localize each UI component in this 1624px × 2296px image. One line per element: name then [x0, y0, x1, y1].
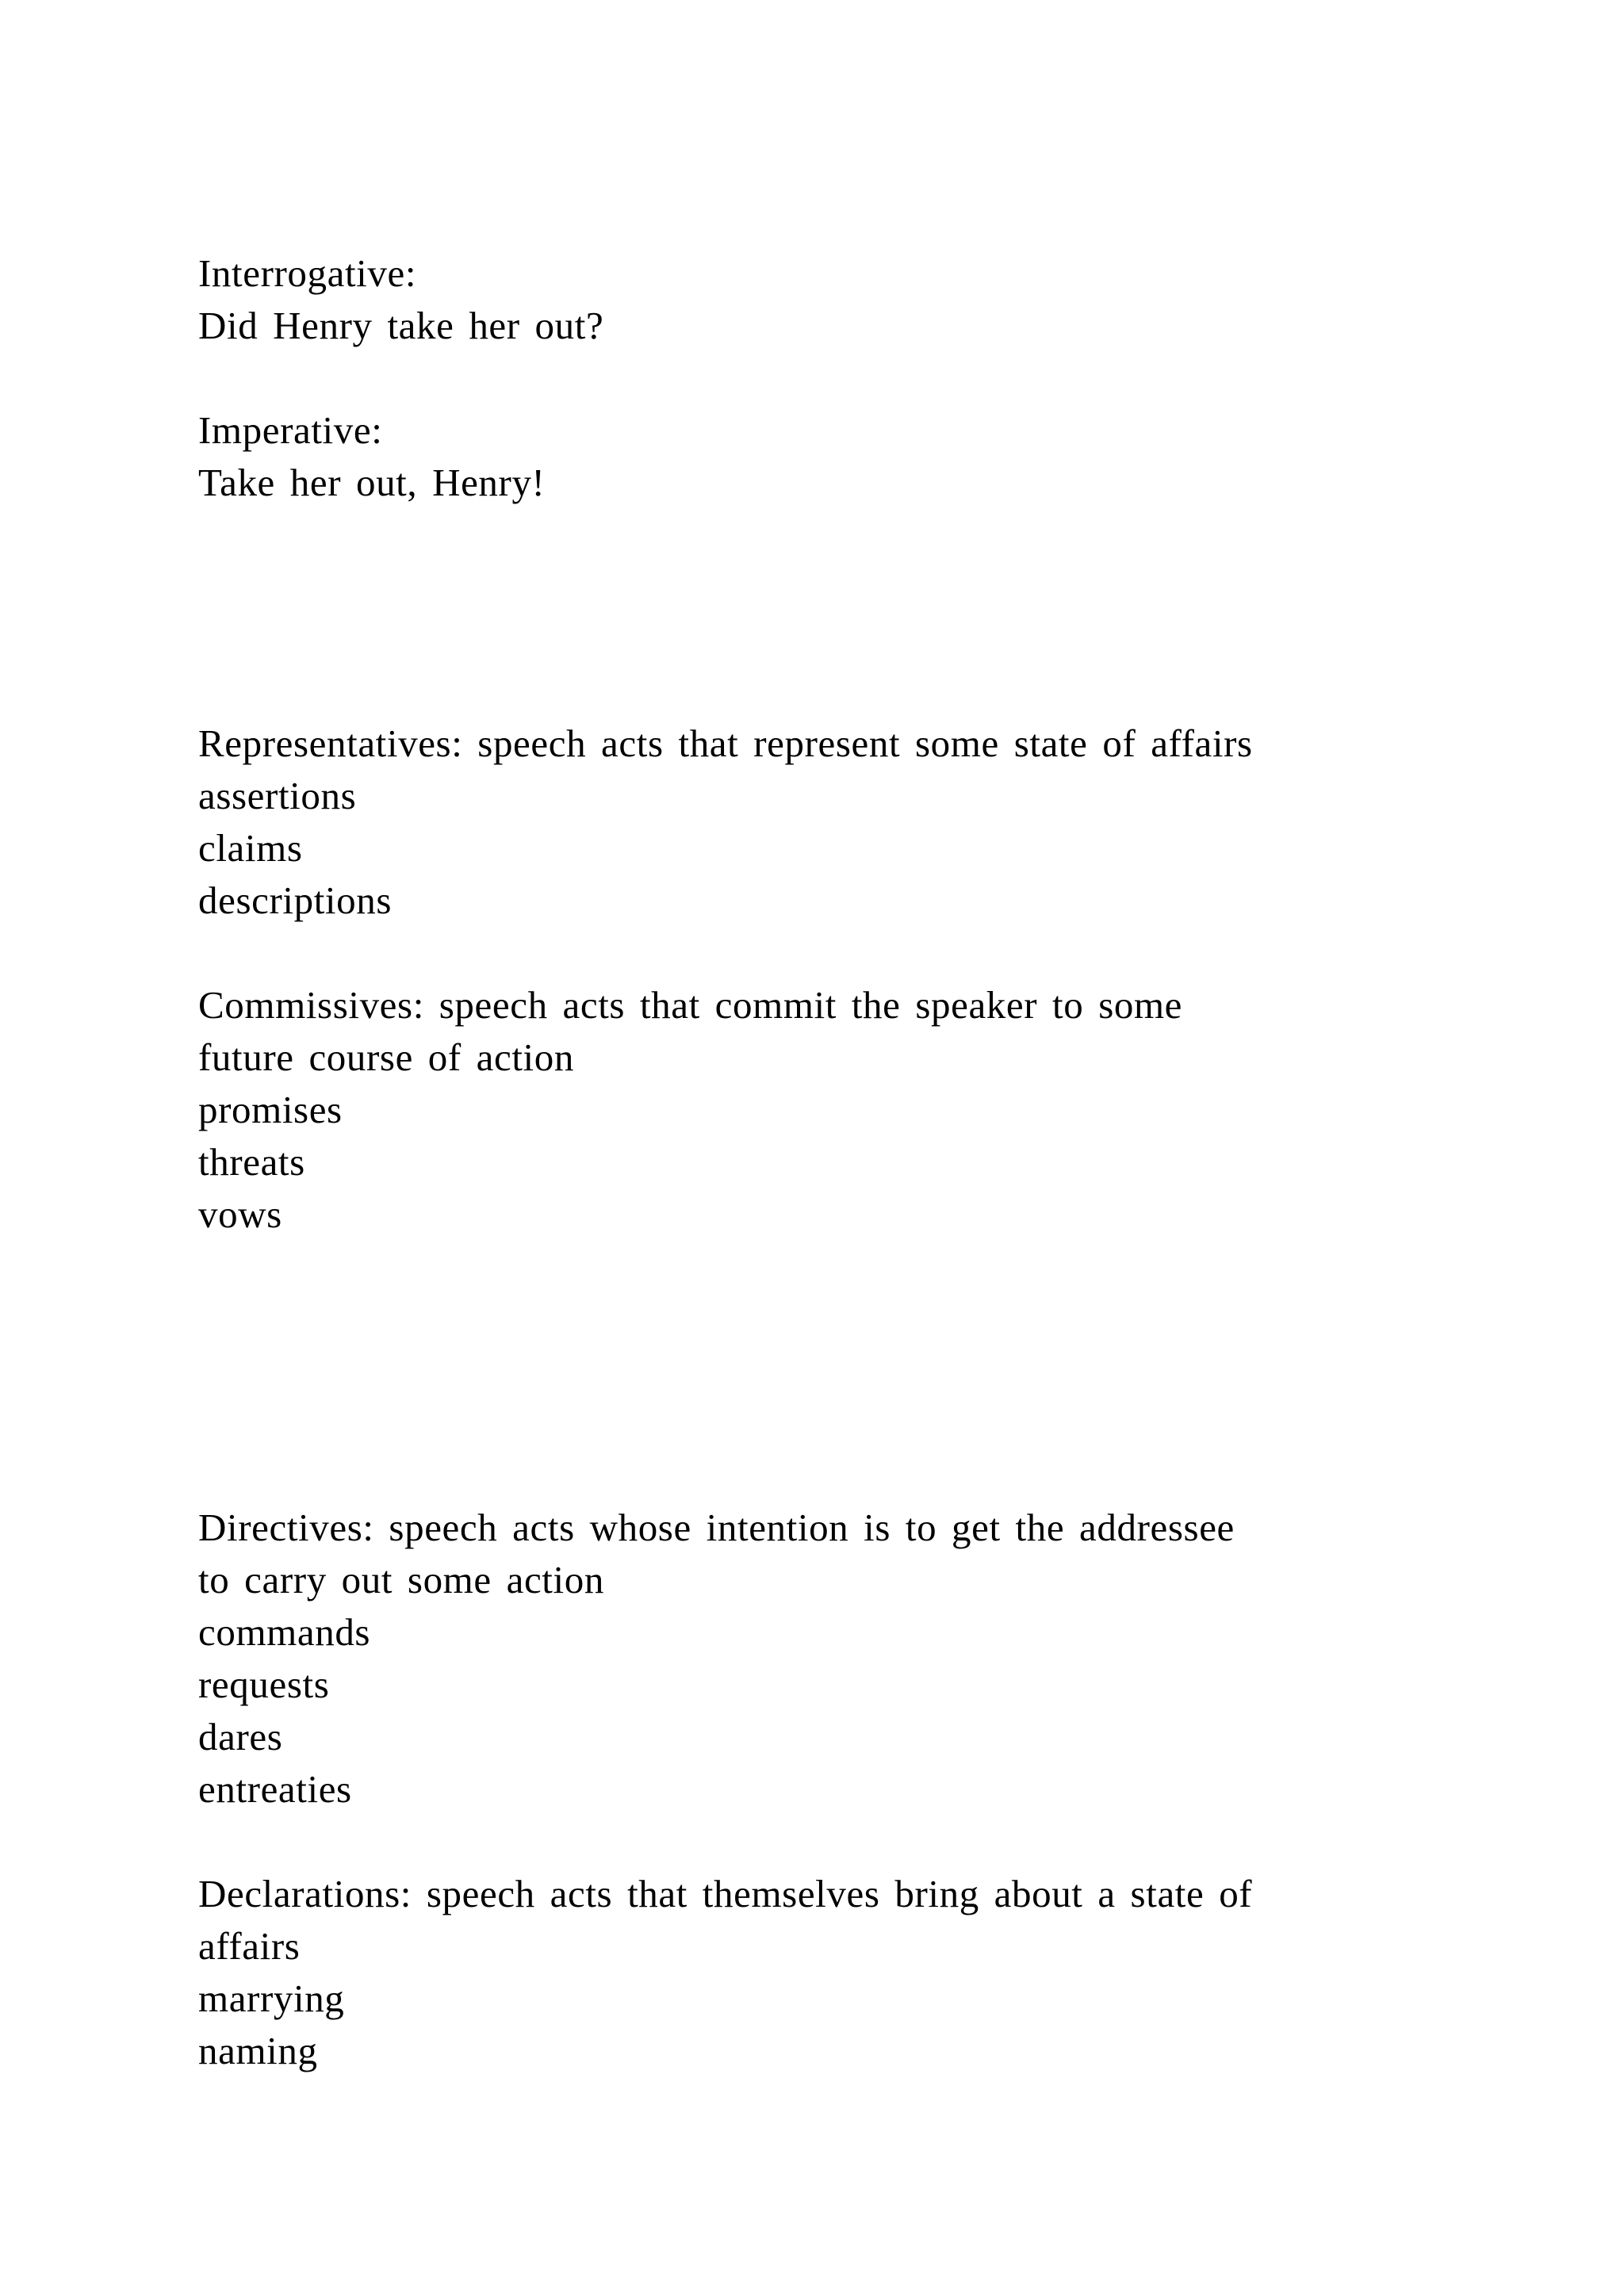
interrogative-heading: Interrogative:: [198, 251, 417, 295]
declarations-item: marrying: [198, 1976, 345, 2020]
representatives-item: claims: [198, 826, 303, 870]
representatives-item: descriptions: [198, 878, 392, 922]
directives-item: commands: [198, 1610, 371, 1654]
declarations-item: naming: [198, 2029, 318, 2072]
commissives-definition: Commissives: speech acts that commit the speaker to some: [198, 983, 1183, 1027]
directives-item: dares: [198, 1715, 283, 1758]
representatives-definition: Representatives: speech acts that represent some state of affairs: [198, 721, 1253, 765]
imperative-example: Take her out, Henry!: [198, 461, 546, 504]
commissives-item: promises: [198, 1088, 343, 1131]
directives-definition: Directives: speech acts whose intention is to get the addressee: [198, 1506, 1235, 1549]
commissives-item: threats: [198, 1140, 305, 1184]
declarations-definition: Declarations: speech acts that themselves bring about a state of: [198, 1872, 1253, 1915]
directives-item: requests: [198, 1663, 330, 1706]
interrogative-example: Did Henry take her out?: [198, 304, 604, 347]
declarations-definition-continued: affairs: [198, 1924, 301, 1968]
directives-item: entreaties: [198, 1767, 352, 1811]
representatives-item: assertions: [198, 774, 357, 817]
imperative-heading: Imperative:: [198, 408, 383, 452]
directives-definition-continued: to carry out some action: [198, 1558, 604, 1601]
commissives-definition-continued: future course of action: [198, 1035, 574, 1079]
commissives-item: vows: [198, 1192, 282, 1236]
